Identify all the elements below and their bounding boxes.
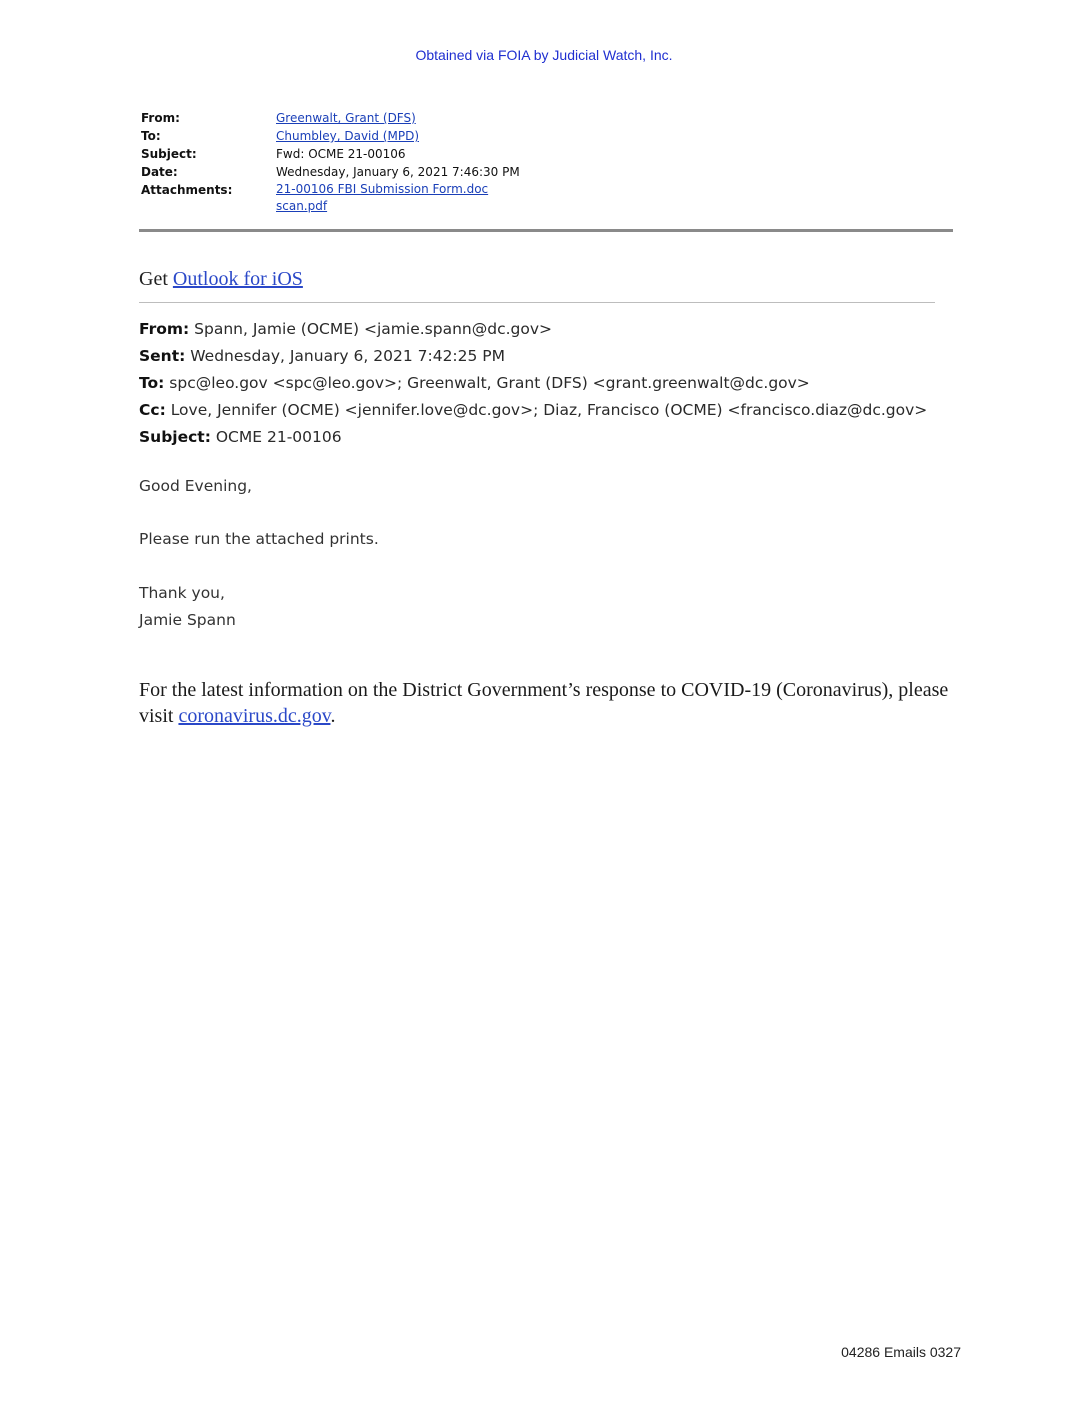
closing: Thank you,: [139, 584, 225, 602]
foia-banner: Obtained via FOIA by Judicial Watch, Inc.: [415, 47, 673, 63]
attachment-link[interactable]: 21-00106 FBI Submission Form.doc: [276, 182, 489, 196]
signature: Jamie Spann: [139, 611, 236, 629]
header-subject-row: [141, 145, 520, 163]
email-header: [141, 109, 520, 215]
request-text: Please run the attached prints.: [139, 530, 379, 548]
subject-value: Fwd: OCME 21-00106: [276, 147, 406, 161]
forwarded-from-label: From:: [139, 320, 190, 338]
forwarded-sent-label: Sent:: [139, 347, 186, 365]
outlook-prefix: Get: [139, 268, 173, 290]
forwarded-cc-label: Cc:: [139, 401, 166, 419]
forward-divider: [139, 302, 935, 303]
to-link[interactable]: Chumbley, David (MPD): [276, 129, 419, 143]
covid-text: For the latest information on the District Government’s response to COVID-19 (Coronavirus), please visit: [139, 679, 949, 727]
from-link[interactable]: Greenwalt, Grant (DFS): [276, 111, 416, 125]
header-attachments-row: [141, 181, 520, 215]
forwarded-cc-value: Love, Jennifer (OCME) <jennifer.love@dc.gov>; Diaz, Francisco (OCME) <francisco.diaz@dc.gov>: [165, 401, 928, 419]
attachment-link[interactable]: scan.pdf: [276, 199, 328, 213]
from-label: From:: [141, 111, 180, 125]
subject-label: Subject:: [141, 147, 197, 161]
forwarded-from-row: [139, 316, 927, 343]
covid-notice: [139, 677, 969, 729]
outlook-link[interactable]: Outlook for iOS: [172, 268, 303, 290]
header-date-row: [141, 163, 520, 181]
forwarded-subject-row: [139, 424, 927, 451]
forwarded-from-value: Spann, Jamie (OCME) <jamie.spann@dc.gov>: [189, 320, 552, 338]
forwarded-sent-value: Wednesday, January 6, 2021 7:42:25 PM: [185, 347, 506, 365]
page-id: 04286 Emails 0327: [841, 1344, 961, 1360]
date-value: Wednesday, January 6, 2021 7:46:30 PM: [276, 165, 520, 179]
forwarded-subject-value: OCME 21-00106: [210, 428, 342, 446]
greeting: Good Evening,: [139, 477, 252, 495]
covid-end: .: [330, 705, 336, 727]
forwarded-to-value: spc@leo.gov <spc@leo.gov>; Greenwalt, Grant (DFS) <grant.greenwalt@dc.gov>: [164, 374, 810, 392]
forwarded-to-row: [139, 370, 927, 397]
forwarded-cc-row: [139, 397, 927, 424]
outlook-promo: [139, 268, 303, 291]
date-label: Date:: [141, 165, 178, 179]
forwarded-sent-row: [139, 343, 927, 370]
to-label: To:: [141, 129, 161, 143]
header-to-row: [141, 127, 520, 145]
header-divider: [139, 229, 953, 232]
header-from-row: [141, 109, 520, 127]
attachments-list: [276, 181, 488, 215]
forwarded-header: [139, 316, 927, 451]
forwarded-to-label: To:: [139, 374, 165, 392]
attachments-label: Attachments:: [141, 183, 233, 197]
forwarded-subject-label: Subject:: [139, 428, 211, 446]
covid-link[interactable]: coronavirus.dc.gov: [178, 705, 331, 727]
